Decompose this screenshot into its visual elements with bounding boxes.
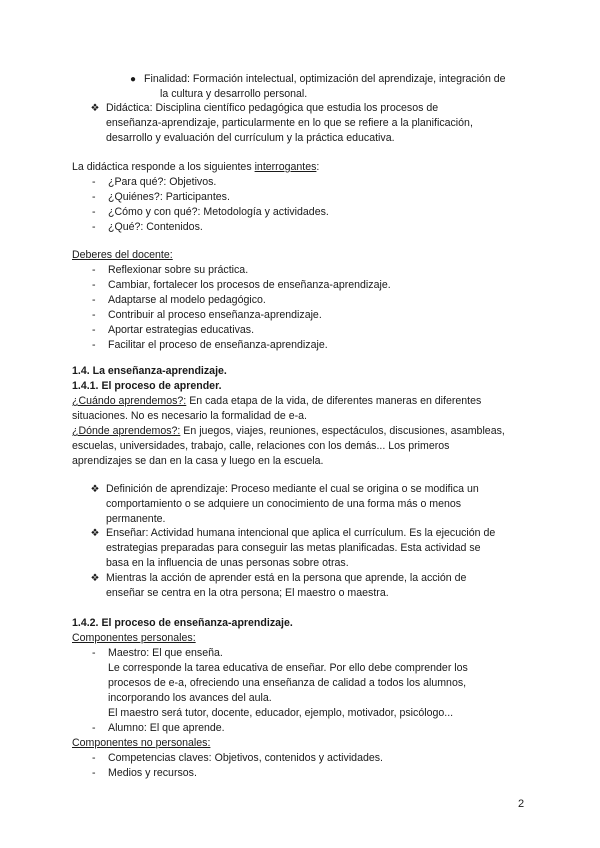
alumno-item: Alumno: El que aprende.	[108, 722, 225, 734]
dash-icon: -	[92, 767, 96, 779]
dash-icon: -	[92, 264, 96, 276]
maestro-text: procesos de e-a, ofreciendo una enseñanza de calidad a todos los alumnos,	[108, 677, 467, 689]
deberes-list	[108, 263, 391, 353]
definicion-line: basa en la influencia de unas personas sobre otras.	[106, 557, 349, 569]
interrogantes-list	[108, 175, 329, 235]
didactica-line: enseñanza-aprendizaje, particularmente en lo que se refiere a la planificación,	[106, 117, 473, 129]
cuando-question: ¿Cuándo aprendemos?:	[72, 395, 187, 407]
intro-suffix: :	[316, 161, 320, 173]
definicion-line: Definición de aprendizaje: Proceso mediante el cual se origina o se modifica un	[106, 483, 479, 495]
dash-icon: -	[92, 279, 96, 291]
personales-heading: Componentes personales:	[72, 632, 196, 644]
finalidad-item	[144, 72, 506, 102]
list-item: ¿Para qué?: Objetivos.	[108, 176, 217, 188]
list-item: Facilitar el proceso de enseñanza-aprendizaje.	[108, 339, 328, 351]
donde-text: En juegos, viajes, reuniones, espectáculos, discusiones, asambleas,	[180, 425, 505, 437]
maestro-text: El maestro será tutor, docente, educador, ejemplo, motivador, psicólogo...	[108, 707, 454, 719]
page-number: 2	[518, 798, 525, 810]
maestro-text: incorporando los avances del aula.	[108, 692, 272, 704]
list-item: Aportar estrategias educativas.	[108, 324, 255, 336]
dash-icon: -	[92, 339, 96, 351]
maestro-text: Le corresponde la tarea educativa de enseñar. Por ello debe comprender los	[108, 662, 468, 674]
definicion-item	[106, 526, 495, 571]
dash-icon: -	[92, 176, 96, 188]
didactica-definition	[106, 101, 473, 146]
definicion-line: estrategias preparadas para conseguir las metas planificadas. Esta actividad se	[106, 542, 481, 554]
dash-icon: -	[92, 722, 96, 734]
intro-text: La didáctica responde a los siguientes	[72, 161, 255, 173]
diamond-bullet-icon: ❖	[90, 528, 100, 539]
dash-icon: -	[92, 309, 96, 321]
definicion-item	[106, 571, 466, 601]
no-personales-heading: Componentes no personales:	[72, 737, 211, 749]
dash-icon: -	[92, 294, 96, 306]
dash-markers	[92, 751, 96, 781]
maestro-label: Maestro: El que enseña.	[108, 647, 223, 659]
list-item: Contribuir al proceso enseñanza-aprendizaje.	[108, 309, 322, 321]
definicion-line: comportamiento o se adquiere un conocimiento de una forma más o menos	[106, 498, 462, 510]
list-item: Cambiar, fortalecer los procesos de enseñanza-aprendizaje.	[108, 279, 391, 291]
definicion-line: enseñar se centra en la otra persona; El maestro o maestra.	[106, 587, 389, 599]
cuando-text: situaciones. No es necesario la formalidad de e-a.	[72, 410, 307, 422]
cuando-paragraph	[72, 394, 505, 409]
interrogantes-intro	[72, 160, 319, 175]
finalidad-line: Finalidad: Formación intelectual, optimización del aprendizaje, integración de	[144, 73, 506, 85]
section-1-4	[72, 364, 505, 469]
dash-icon: -	[92, 206, 96, 218]
list-item: Reflexionar sobre su práctica.	[108, 264, 249, 276]
list-item: Adaptarse al modelo pedagógico.	[108, 294, 266, 306]
definicion-line: Enseñar: Actividad humana intencional que aplica el currículum. Es la ejecución de	[106, 527, 496, 539]
donde-paragraph	[72, 424, 505, 439]
didactica-line: Didáctica: Disciplina científico pedagógica que estudia los procesos de	[106, 102, 439, 114]
deberes-heading: Deberes del docente:	[72, 249, 173, 261]
subsection-title: 1.4.2. El proceso de enseñanza-aprendizaje.	[72, 617, 293, 629]
dash-icon: -	[92, 647, 96, 659]
definicion-line: Mientras la acción de aprender está en la persona que aprende, la acción de	[106, 572, 467, 584]
subsection-title: 1.4.1. El proceso de aprender.	[72, 380, 222, 392]
round-bullet-icon: ●	[129, 74, 137, 85]
cuando-text: En cada etapa de la vida, de diferentes maneras en diferentes	[186, 395, 482, 407]
dash-icon: -	[92, 324, 96, 336]
didactica-line: desarrollo y evaluación del currículum y la práctica educativa.	[106, 132, 395, 144]
donde-text: aprendizajes se dan en la casa y luego en la escuela.	[72, 455, 324, 467]
diamond-bullet-icon: ❖	[90, 573, 100, 584]
list-item: Competencias claves: Objetivos, contenidos y actividades.	[108, 752, 383, 764]
definicion-item	[106, 482, 479, 527]
dash-markers	[92, 263, 96, 353]
diamond-bullet-icon: ❖	[90, 103, 100, 114]
diamond-bullet-icon: ❖	[90, 484, 100, 495]
dash-icon: -	[92, 752, 96, 764]
donde-text: escuelas, universidades, trabajo, calle, relaciones con los demás... Los primeros	[72, 440, 450, 452]
dash-markers	[92, 175, 96, 235]
donde-question: ¿Dónde aprendemos?:	[72, 425, 181, 437]
finalidad-line: la cultura y desarrollo personal.	[160, 88, 308, 100]
list-item: Medios y recursos.	[108, 767, 197, 779]
intro-underlined-word: interrogantes	[254, 161, 317, 173]
definicion-line: permanente.	[106, 513, 166, 525]
maestro-item	[108, 646, 468, 721]
list-item: ¿Quiénes?: Participantes.	[108, 191, 230, 203]
list-item: ¿Cómo y con qué?: Metodología y actividades.	[108, 206, 329, 218]
no-personales-list	[108, 751, 383, 781]
dash-icon: -	[92, 221, 96, 233]
section-title: 1.4. La enseñanza-aprendizaje.	[72, 365, 227, 377]
list-item: ¿Qué?: Contenidos.	[108, 221, 203, 233]
dash-icon: -	[92, 191, 96, 203]
